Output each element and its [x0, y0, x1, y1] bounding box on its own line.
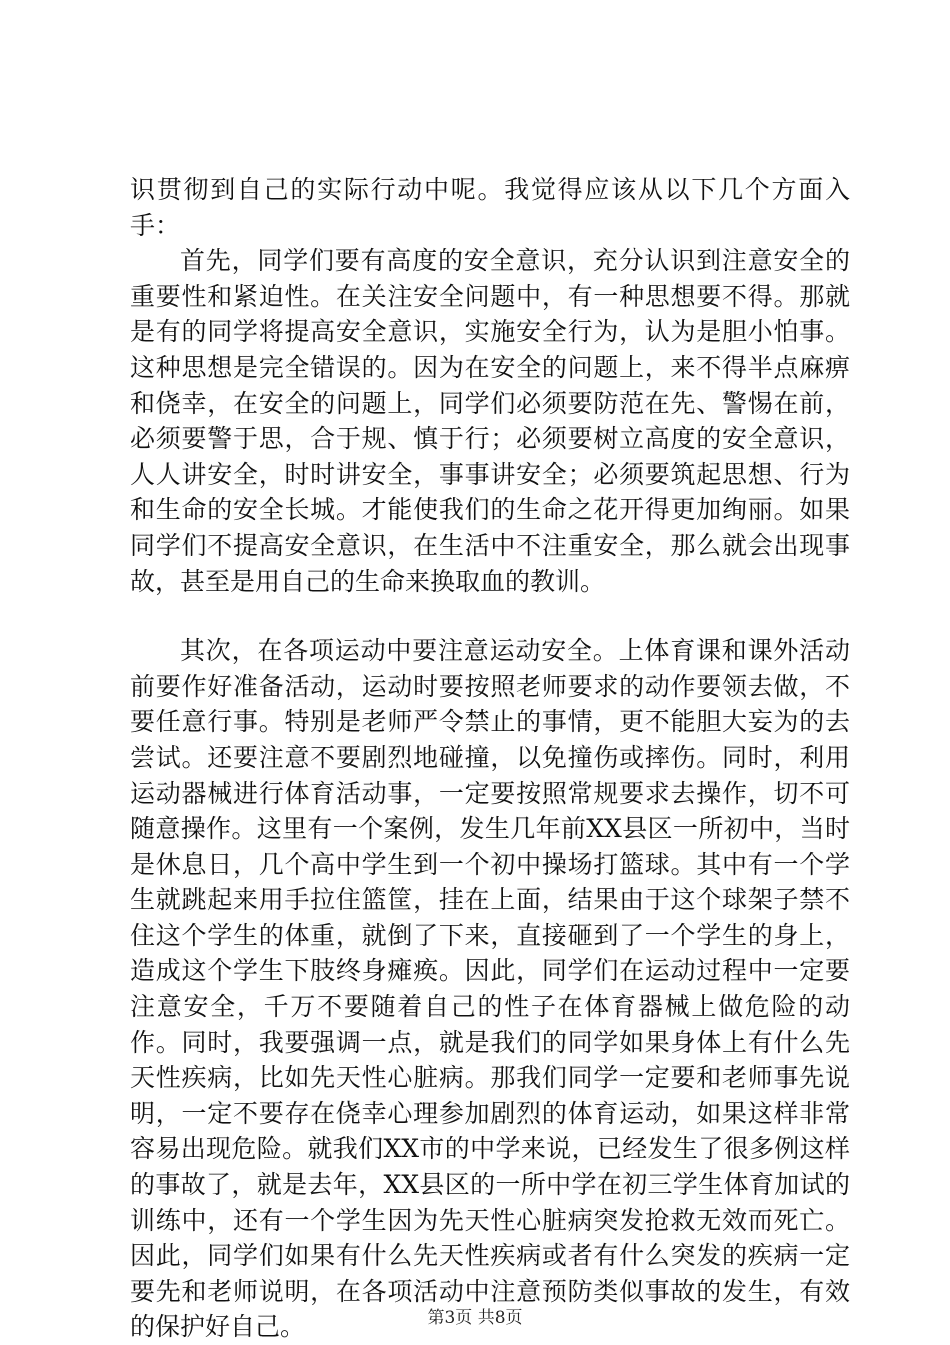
paragraph-continuation: 识贯彻到自己的实际行动中呢。我觉得应该从以下几个方面入手：: [130, 175, 850, 240]
page-footer: 第3页 共8页: [427, 1308, 523, 1328]
paragraph-first-point: 首先，同学们要有高度的安全意识，充分认识到注意安全的重要性和紧迫性。在关注安全问题中，有一种思想要不得。那就是有的同学将提高安全意识，实施安全行为，认为是胆小怕事。这种思想是完全错误的。因为在安全的问题上，来不得半点麻痹和侥幸，在安全的问题上，同学们必须要防范在先、警惕在前，必须要警于思，合于规、慎于行；必须要树立高度的安全意识，人人讲安全，时时讲安全，事事讲安全；必须要筑起思想、行为和生命的安全长城。才能使我们的生命之花开得更加绚丽。如果同学们不提高安全意识，在生活中不注重安全，那么就会出现事故，甚至是用自己的生命来换取血的教训。: [130, 246, 850, 596]
document-body: [130, 172, 850, 1345]
paragraph-second-point: 其次，在各项运动中要注意运动安全。上体育课和课外活动前要作好准备活动，运动时要按照老师要求的动作要领去做，不要任意行事。特别是老师严令禁止的事情，更不能胆大妄为的去尝试。还要注意不要剧烈地碰撞，以免撞伤或摔伤。同时，利用运动器械进行体育活动事，一定要按照常规要求去操作，切不可随意操作。这里有一个案例，发生几年前XX县区一所初中，当时是休息日，几个高中学生到一个初中操场打篮球。其中有一个学生就跳起来用手拉住篮筐，挂在上面，结果由于这个球架子禁不住这个学生的体重，就倒了下来，直接砸到了一个学生的身上，造成这个学生下肢终身瘫痪。因此，同学们在运动过程中一定要注意安全，千万不要随着自己的性子在体育器械上做危险的动作。同时，我要强调一点，就是我们的同学如果身体上有什么先天性疾病，比如先天性心脏病。那我们同学一定要和老师事先说明，一定不要存在侥幸心理参加剧烈的体育运动，如果这样非常容易出现危险。就我们XX市的中学来说，已经发生了很多例这样的事故了，就是去年，XX县区的一所中学在初三学生体育加试的训练中，还有一个学生因为先天性心脏病突发抢救无效而死亡。因此，同学们如果有什么先天性疾病或者有什么突发的疾病一定要先和老师说明，在各项活动中注意预防类似事故的发生，有效的保护好自己。: [130, 636, 850, 1342]
